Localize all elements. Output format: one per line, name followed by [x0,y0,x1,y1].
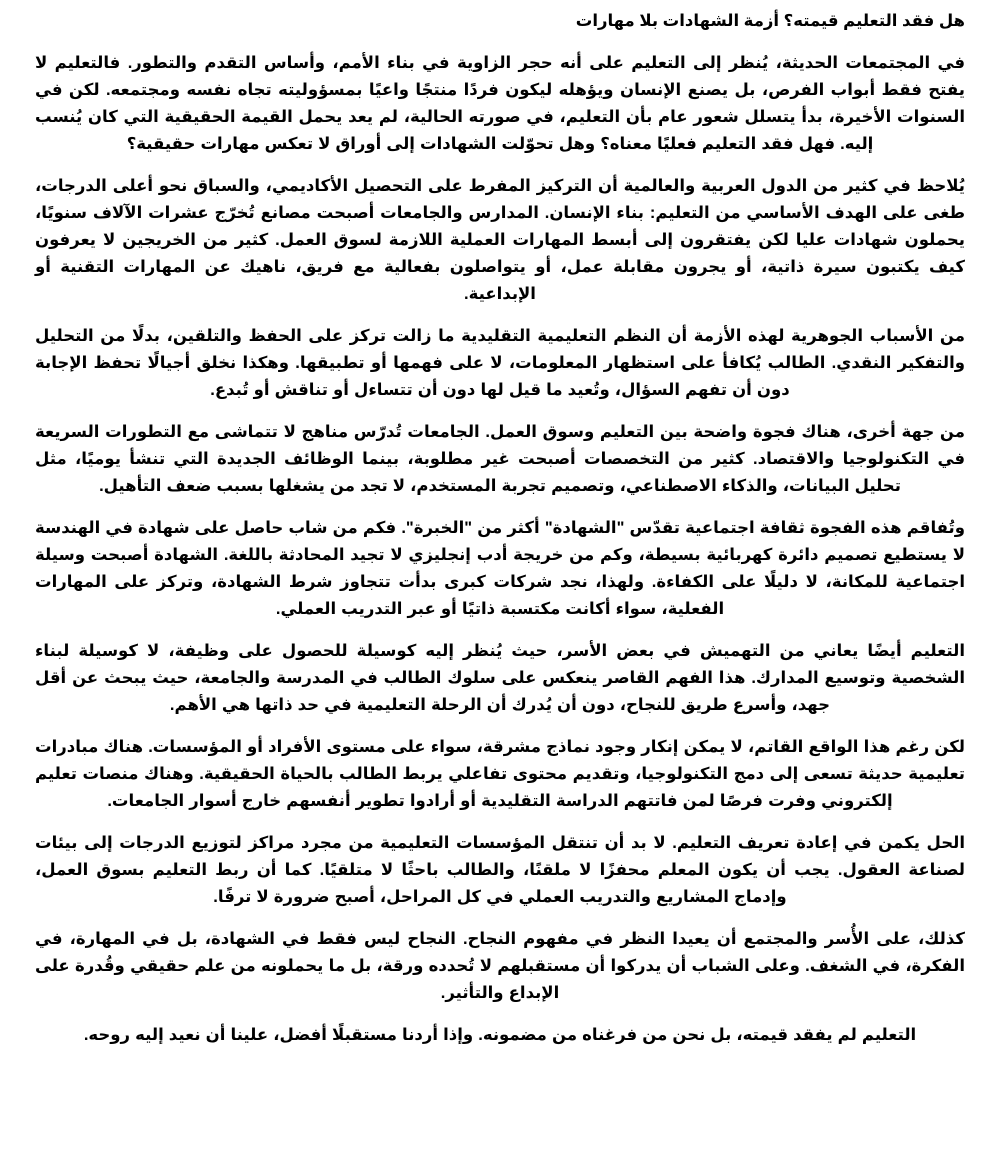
paragraph-1: في المجتمعات الحديثة، يُنظر إلى التعليم على أنه حجر الزاوية في بناء الأمم، وأساس التقدم والتطور. فالتعليم لا يفتح فقط أبواب الفرص، بل يصنع الإنسان ويؤهله ليكون فردًا منتجًا واعيًا بمسؤوليته تجاه نفسه ومجتمعه. لكن في السنوات الأخيرة، بدأ يتسلل شعور عام بأن التعليم، في صورته الحالية، لم يعد يحمل القيمة الحقيقية التي كان يُنسب إليه. فهل فقد التعليم فعليًا معناه؟ وهل تحوّلت الشهادات إلى أوراق لا تعكس مهارات حقيقية؟ [35,54,965,153]
paragraph-10-closing: التعليم لم يفقد قيمته، بل نحن من فرغناه من مضمونه. وإذا أردنا مستقبلًا أفضل، علينا أن نعيد إليه روحه. [83,1026,917,1044]
page-title: هل فقد التعليم قيمته؟ أزمة الشهادات بلا مهارات [575,12,965,30]
paragraph-3: من الأسباب الجوهرية لهذه الأزمة أن النظم التعليمية التقليدية ما زالت تركز على الحفظ والتلقين، بدلًا من التحليل والتفكير النقدي. الطالب يُكافأ على استظهار المعلومات، لا على فهمها أو تطبيقها. وهكذا نخلق أجيالًا تحفظ الإجابة دون أن تفهم السؤال، وتُعيد ما قيل لها دون أن تتساءل أو تناقش أو تُبدع. [35,327,965,399]
paragraph-5: وتُفاقم هذه الفجوة ثقافة اجتماعية تقدّس "الشهادة" أكثر من "الخبرة". فكم من شاب حاصل على شهادة في الهندسة لا يستطيع تصميم دائرة كهربائية بسيطة، وكم من خريجة أدب إنجليزي لا تجيد المحادثة باللغة. الشهادة أصبحت وسيلة اجتماعية للمكانة، لا دليلًا على الكفاءة. ولهذا، نجد شركات كبرى بدأت تتجاوز شرط الشهادة، وتركز على المهارات الفعلية، سواء أكانت مكتسبة ذاتيًا أو عبر التدريب العملي. [35,519,965,618]
paragraph-4: من جهة أخرى، هناك فجوة واضحة بين التعليم وسوق العمل. الجامعات تُدرّس مناهج لا تتماشى مع التطورات السريعة في التكنولوجيا والاقتصاد. كثير من التخصصات أصبحت غير مطلوبة، بينما الوظائف الجديدة التي تنشأ يوميًا، مثل تحليل البيانات، والذكاء الاصطناعي، وتصميم تجربة المستخدم، لا تجد من يشغلها بسبب ضعف التأهيل. [35,423,965,495]
paragraph-8: الحل يكمن في إعادة تعريف التعليم. لا بد أن تنتقل المؤسسات التعليمية من مجرد مراكز لتوزيع الدرجات إلى بيئات لصناعة العقول. يجب أن يكون المعلم محفزًا لا ملقنًا، والطالب باحثًا لا متلقيًا. كما أن ربط التعليم بسوق العمل، وإدماج المشاريع والتدريب العملي في كل المراحل، أصبح ضرورة لا ترفًا. [35,834,965,906]
paragraph-6: التعليم أيضًا يعاني من التهميش في بعض الأسر، حيث يُنظر إليه كوسيلة للحصول على وظيفة، لا كوسيلة لبناء الشخصية وتوسيع المدارك. هذا الفهم القاصر ينعكس على سلوك الطالب في المدرسة والجامعة، حيث يبحث عن أقل جهد، وأسرع طريق للنجاح، دون أن يُدرك أن الرحلة التعليمية في حد ذاتها هي الأهم. [35,642,965,714]
paragraph-9: كذلك، على الأُسر والمجتمع أن يعيدا النظر في مفهوم النجاح. النجاح ليس فقط في الشهادة، بل في المهارة، في الفكرة، في الشغف. وعلى الشباب أن يدركوا أن مستقبلهم لا تُحدده ورقة، بل ما يحملونه من علم حقيقي وقُدرة على الإبداع والتأثير. [35,930,965,1002]
paragraph-7: لكن رغم هذا الواقع القاتم، لا يمكن إنكار وجود نماذج مشرقة، سواء على مستوى الأفراد أو المؤسسات. هناك مبادرات تعليمية حديثة تسعى إلى دمج التكنولوجيا، وتقديم محتوى تفاعلي يربط الطالب بالحياة الحقيقية. وهناك منصات تعليم إلكتروني وفرت فرصًا لمن فاتتهم الدراسة التقليدية أو أرادوا تطوير أنفسهم خارج أسوار الجامعات. [35,738,965,810]
paragraph-2: يُلاحظ في كثير من الدول العربية والعالمية أن التركيز المفرط على التحصيل الأكاديمي، والسباق نحو أعلى الدرجات، طغى على الهدف الأساسي من التعليم: بناء الإنسان. المدارس والجامعات أصبحت مصانع تُخرّج عشرات الآلاف سنويًا، يحملون شهادات عليا لكن يفتقرون إلى أبسط المهارات العملية اللازمة لسوق العمل. كثير من الخريجين لا يعرفون كيف يكتبون سيرة ذاتية، أو يجرون مقابلة عمل، أو يتواصلون بفعالية مع فريق، ناهيك عن المهارات التقنية أو الإبداعية. [35,177,965,303]
